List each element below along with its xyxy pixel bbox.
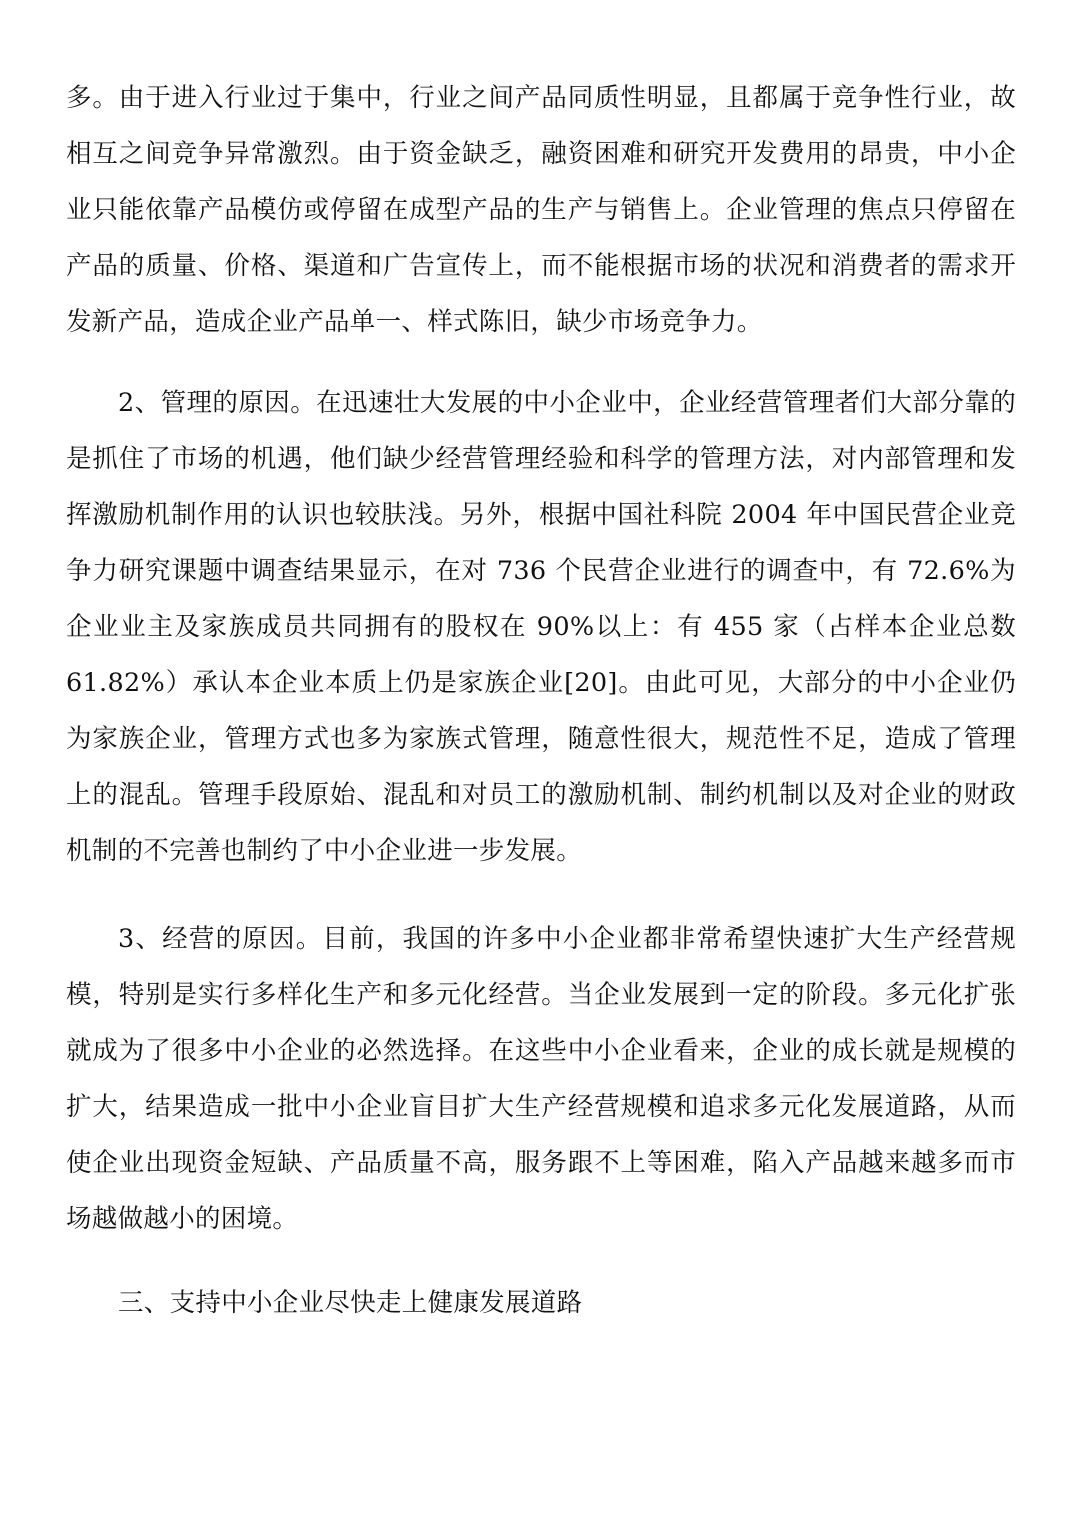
paragraph-operation-reasons: 3、经营的原因。目前，我国的许多中小企业都非常希望快速扩大生产经营规模，特别是实行多样化生产和多元化经营。当企业发展到一定的阶段。多元化扩张就成为了很多中小企业的必然选择。在这些中小企业看来，企业的成长就是规模的扩大，结果造成一批中小企业盲目扩大生产经营规模和追求多元化发展道路，从而使企业出现资金短缺、产品质量不高，服务跟不上等困难，陷入产品越来越多而市场越做越小的困境。 [66,924,1016,1234]
paragraph-management-reasons: 2、管理的原因。在迅速壮大发展的中小企业中，企业经营管理者们大部分靠的是抓住了市场的机遇，他们缺少经营管理经验和科学的管理方法，对内部管理和发挥激励机制作用的认识也较肤浅。另外，根据中国社科院 2004 年中国民营企业竞争力研究课题中调查结果显示，在对 736 个民营企业进行的调查中，有 72.6%为企业业主及家族成员共同拥有的股权在 90%以上：有 455 家（占样本企业总数 61.82%）承认本企业本质上仍是家族企业[20]。由此可见，大部分的中小企业仍为家族企业，管理方式也多为家族式管理，随意性很大，规范性不足，造成了管理上的混乱。管理手段原始、混乱和对员工的激励机制、制约机制以及对企业的财政机制的不完善也制约了中小企业进一步发展。 [66,388,1016,866]
paragraph-market-reasons: 多。由于进入行业过于集中，行业之间产品同质性明显，且都属于竞争性行业，故相互之间竞争异常激烈。由于资金缺乏，融资困难和研究开发费用的昂贵，中小企业只能依靠产品模仿或停留在成型产品的生产与销售上。企业管理的焦点只停留在产品的质量、价格、渠道和广告宣传上，而不能根据市场的状况和消费者的需求开发新产品，造成企业产品单一、样式陈旧，缺少市场竞争力。 [66,83,1016,337]
section-heading: 三、支持中小企业尽快走上健康发展道路 [118,1288,583,1318]
